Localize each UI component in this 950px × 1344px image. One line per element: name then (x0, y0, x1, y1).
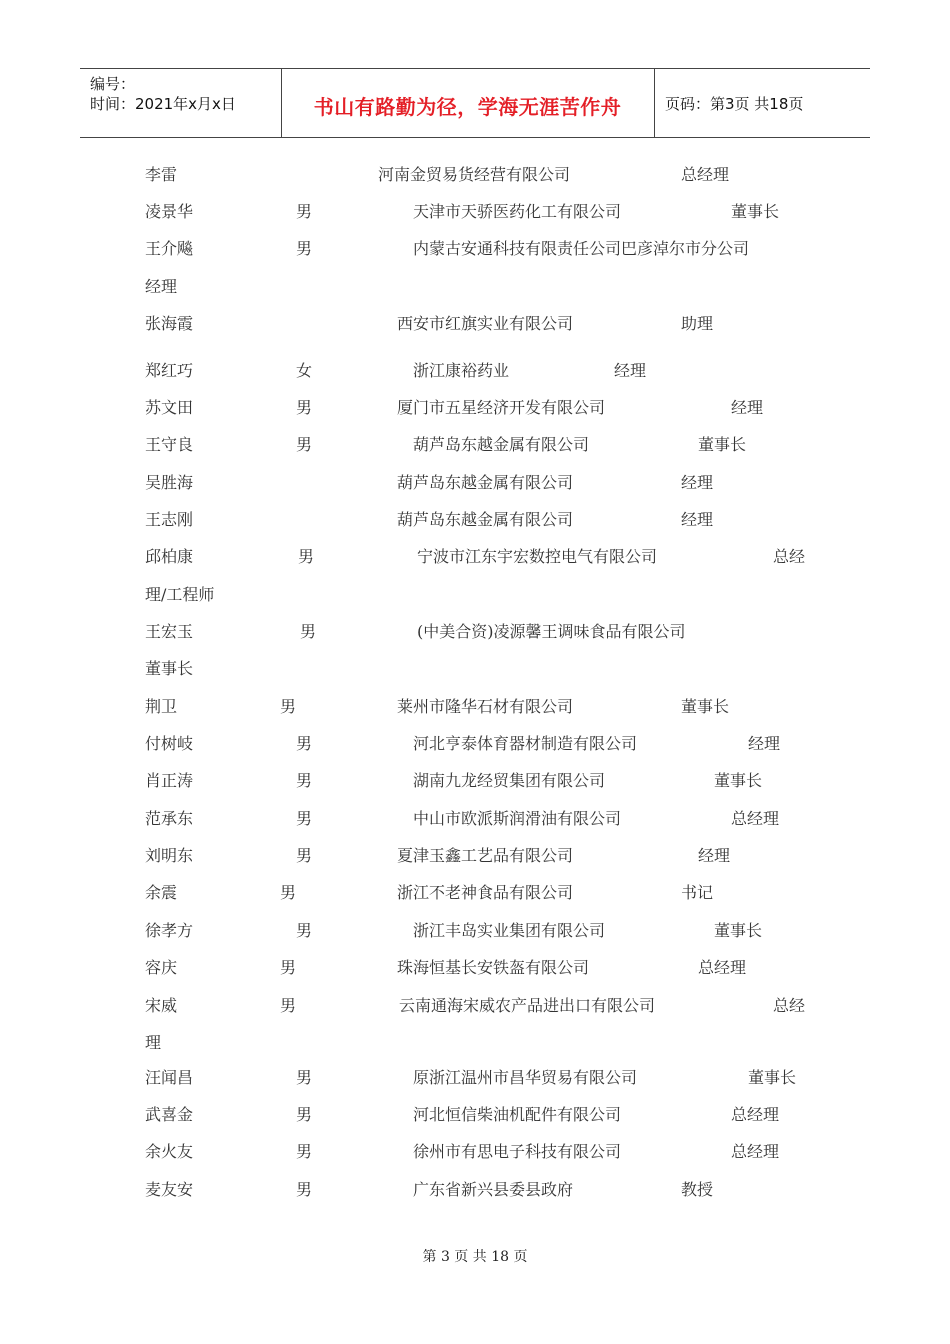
entry-title: 董事长 (748, 1068, 797, 1087)
entry-name: 余震 (145, 883, 178, 902)
entry-company: 内蒙古安通科技有限责任公司巴彦淖尔市分公司 (413, 239, 750, 258)
entry-name: 范承东 (145, 809, 194, 828)
entry-company: 广东省新兴县委县政府 (413, 1180, 574, 1199)
entry-company: 河北亨泰体育器材制造有限公司 (413, 734, 638, 753)
entry-title: 经理 (614, 361, 647, 380)
entry-title: 书记 (681, 883, 714, 902)
entry-gender: 男 (296, 734, 313, 753)
entry-name: 张海霞 (145, 314, 194, 333)
entry-name: 理 (145, 1033, 162, 1052)
header-left-cell (80, 69, 282, 137)
entry-name: 刘明东 (145, 846, 194, 865)
entry-title: 总经理 (731, 1105, 780, 1124)
entry-title: 总经 (773, 996, 806, 1015)
entry-name: 吴胜海 (145, 473, 194, 492)
entry-gender: 男 (280, 883, 297, 902)
entry-gender: 男 (296, 239, 313, 258)
entry-gender: 男 (280, 697, 297, 716)
entry-company: 河北恒信柴油机配件有限公司 (413, 1105, 622, 1124)
entry-title: 董事长 (681, 697, 730, 716)
entry-gender: 男 (296, 771, 313, 790)
entry-name: 王宏玉 (145, 622, 194, 641)
entry-title: 经理 (681, 510, 714, 529)
entry-name: 王志刚 (145, 510, 194, 529)
entry-name: 王守良 (145, 435, 194, 454)
entry-title: 董事长 (698, 435, 747, 454)
entry-company: (中美合资)凌源馨王调味食品有限公司 (417, 622, 686, 641)
entry-gender: 男 (296, 435, 313, 454)
entry-name: 肖正涛 (145, 771, 194, 790)
entry-company: 徐州市有思电子科技有限公司 (413, 1142, 622, 1161)
entry-company: 厦门市五星经济开发有限公司 (397, 398, 606, 417)
entry-title: 经理 (698, 846, 731, 865)
entry-name: 汪闻昌 (145, 1068, 194, 1087)
entry-name: 付树岐 (145, 734, 194, 753)
entry-title: 董事长 (714, 921, 763, 940)
entry-name: 王介飚 (145, 239, 194, 258)
entry-company: 天津市天骄医药化工有限公司 (413, 202, 622, 221)
entry-gender: 男 (296, 809, 313, 828)
entry-name: 麦友安 (145, 1180, 194, 1199)
serial-label: 编号： (90, 75, 136, 93)
entry-title: 经理 (748, 734, 781, 753)
entry-title: 总经理 (731, 809, 780, 828)
entry-name: 郑红巧 (145, 361, 194, 380)
entry-company: 莱州市隆华石材有限公司 (397, 697, 574, 716)
page-number-label: 页码：第3页 共18页 (665, 95, 804, 113)
entry-company: 葫芦岛东越金属有限公司 (397, 473, 574, 492)
entry-company: 原浙江温州市昌华贸易有限公司 (413, 1068, 638, 1087)
entry-title: 董事长 (714, 771, 763, 790)
entry-title: 助理 (681, 314, 714, 333)
entry-name: 李雷 (145, 165, 178, 184)
time-label: 时间：2021年x月x日 (90, 95, 236, 113)
entry-company: 西安市红旗实业有限公司 (397, 314, 574, 333)
entry-company: 宁波市江东宇宏数控电气有限公司 (417, 547, 658, 566)
entry-company: 葫芦岛东越金属有限公司 (413, 435, 590, 454)
entry-gender: 男 (296, 921, 313, 940)
entry-company: 夏津玉鑫工艺品有限公司 (397, 846, 574, 865)
entry-title: 总经理 (681, 165, 730, 184)
entry-name: 理/工程师 (145, 585, 215, 604)
entry-company: 云南通海宋威农产品进出口有限公司 (399, 996, 656, 1015)
entry-name: 凌景华 (145, 202, 194, 221)
entry-gender: 男 (296, 1180, 313, 1199)
entry-name: 宋威 (145, 996, 178, 1015)
entry-gender: 男 (296, 1142, 313, 1161)
entry-gender: 女 (296, 361, 313, 380)
entry-name: 余火友 (145, 1142, 194, 1161)
entry-company: 浙江不老神食品有限公司 (397, 883, 574, 902)
entry-gender: 男 (296, 1068, 313, 1087)
header-page-cell (655, 69, 870, 137)
header-motto-cell (281, 69, 655, 137)
entry-name: 荆卫 (145, 697, 178, 716)
entry-name: 邱柏康 (145, 547, 194, 566)
entry-title: 教授 (681, 1180, 714, 1199)
entry-title: 总经理 (698, 958, 747, 977)
entry-company: 湖南九龙经贸集团有限公司 (413, 771, 606, 790)
entry-gender: 男 (280, 996, 297, 1015)
page-footer: 第 3 页 共 18 页 (422, 1249, 528, 1265)
entry-gender: 男 (280, 958, 297, 977)
entry-company: 浙江丰岛实业集团有限公司 (413, 921, 606, 940)
entry-name: 苏文田 (145, 398, 194, 417)
entry-company: 浙江康裕药业 (413, 361, 510, 380)
entry-title: 总经理 (731, 1142, 780, 1161)
entry-name: 经理 (145, 277, 178, 296)
entry-name: 武喜金 (145, 1105, 194, 1124)
entry-name: 容庆 (145, 958, 178, 977)
entry-company: 珠海恒基长安铁盔有限公司 (397, 958, 590, 977)
entry-title: 董事长 (731, 202, 780, 221)
entry-company: 河南金贸易货经营有限公司 (378, 165, 571, 184)
entry-title: 经理 (681, 473, 714, 492)
entry-gender: 男 (300, 622, 317, 641)
entry-gender: 男 (296, 1105, 313, 1124)
entry-gender: 男 (298, 547, 315, 566)
entry-gender: 男 (296, 846, 313, 865)
entry-gender: 男 (296, 202, 313, 221)
entry-gender: 男 (296, 398, 313, 417)
entry-company: 中山市欧派斯润滑油有限公司 (413, 809, 622, 828)
entry-title: 经理 (731, 398, 764, 417)
entry-name: 徐孝方 (145, 921, 194, 940)
entry-name: 董事长 (145, 659, 194, 678)
header-motto: 书山有路勤为径，学海无涯苦作舟 (313, 95, 622, 119)
entry-company: 葫芦岛东越金属有限公司 (397, 510, 574, 529)
entry-title: 总经 (773, 547, 806, 566)
page-header (80, 68, 870, 138)
